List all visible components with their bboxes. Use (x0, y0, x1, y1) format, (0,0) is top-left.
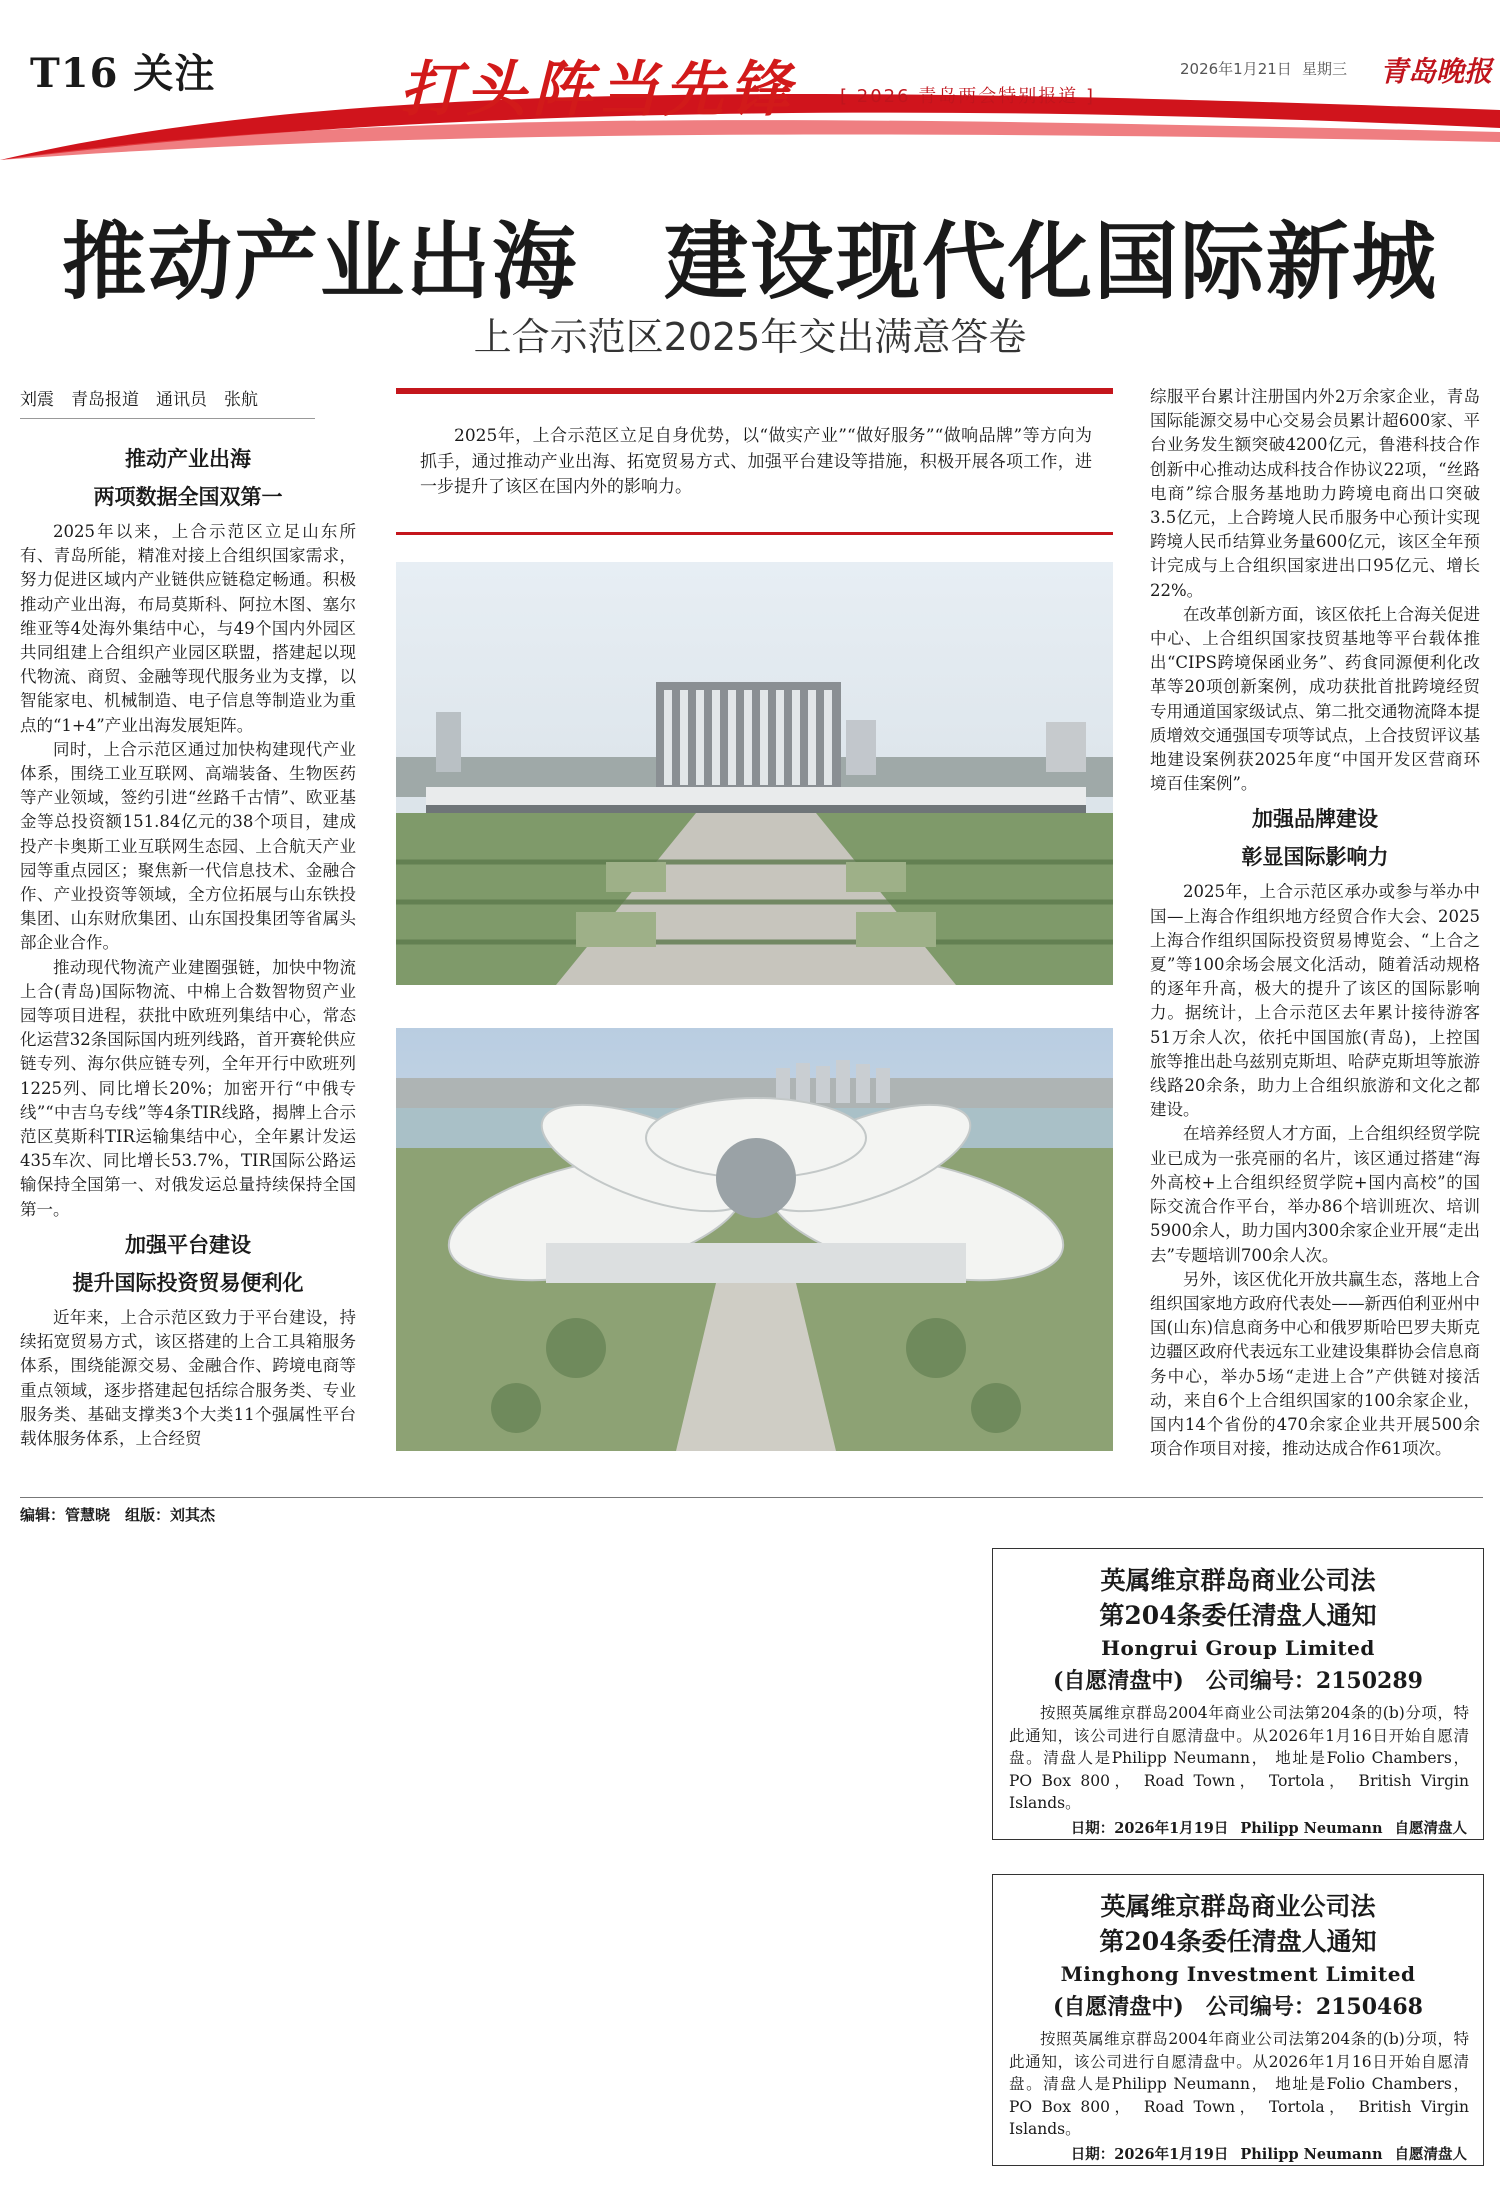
notice-title: 第204条委任清盘人通知 (1099, 1601, 1377, 1630)
company-name: Minghong Investment Limited (1060, 1962, 1416, 1986)
notice-body: 按照英属维京群岛2004年商业公司法第204条的(b)分项，特此通知，该公司进行自愿清盘中。从2026年1月16日开始自愿清盘。清盘人是Philipp Neumann， 地址是Folio Chambers， PO Box 800， Road Town， Tortola， British Virgin Islands。 (1009, 2030, 1469, 2138)
company-number: (自愿清盘中) 公司编号：2150468 (1053, 1994, 1423, 2020)
paragraph: 近年来，上合示范区致力于平台建设，持续拓宽贸易方式，该区搭建的上合工具箱服务体系，围绕能源交易、金融合作、跨境电商等重点领域，逐步搭建起包括综合服务类、专业服务类、基础支撑类3个大类11个强属性平台载体服务体系，上合经贸 (20, 1307, 356, 1448)
notice-body: 按照英属维京群岛2004年商业公司法第204条的(b)分项，特此通知，该公司进行自愿清盘中。从2026年1月16日开始自愿清盘。清盘人是Philipp Neumann， 地址是Folio Chambers， PO Box 800， Road Town， Tortola， British Virgin Islands。 (1009, 1704, 1469, 1812)
paragraph: 在培养经贸人才方面，上合组织经贸学院业已成为一张亮丽的名片，该区通过搭建“海外高校+上合组织经贸学院+国内高校”的国际交流合作平台，举办86个培训班次、培训5900余人，助力国内300余家企业开展“走出去”专题培训700余人次。 (1150, 1124, 1480, 1265)
intro-rule-bottom (396, 532, 1113, 535)
notice-title: 英属维京群岛商业公司法 (1100, 1566, 1376, 1595)
notice-title: 第204条委任清盘人通知 (1099, 1927, 1377, 1956)
page-number: T16 关注 (30, 50, 216, 97)
article-column-left (20, 440, 356, 1451)
section-heading: 加强平台建设 提升国际投资贸易便利化 (72, 1231, 304, 1295)
photo-conference-center (396, 1028, 1113, 1451)
company-name: Hongrui Group Limited (1101, 1636, 1375, 1660)
photo-exhibition-center (396, 562, 1113, 985)
section-heading: 推动产业出海 两项数据全国双第一 (93, 446, 283, 509)
headline: 推动产业出海 建设现代化国际新城 (61, 212, 1438, 311)
section-heading: 加强品牌建设 彰显国际影响力 (1241, 806, 1389, 870)
liquidation-notice (992, 1874, 1484, 2166)
issue-weekday: 星期三 (1302, 60, 1348, 78)
liquidation-notice (992, 1548, 1484, 1840)
notice-signature: 日期：2026年1月19日 Philipp Neumann 自愿清盘人 (1070, 2145, 1467, 2163)
paragraph: 2025年，上合示范区承办或参与举办中国—上海合作组织地方经贸合作大会、2025上海合作组织国际投资贸易博览会、“上合之夏”等100余场会展文化活动，随着活动规格的逐年升高，极大的提升了该区的国际影响力。据统计，上合示范区去年累计接待游客51万余人次，依托中国国旅(青岛)，上控国旅等推出赴乌兹别克斯坦、哈萨克斯坦等旅游线路20余条，助力上合组织旅游和文化之都建设。 (1150, 882, 1480, 1120)
banner-subtitle: [ 2026 青岛两会特别报道 ] (840, 86, 1096, 107)
subheadline: 上合示范区2025年交出满意答卷 (473, 315, 1027, 359)
newspaper-logo: 青岛晚报 (1380, 55, 1493, 88)
intro-lead: 2025年，上合示范区立足自身优势，以“做实产业”“做好服务”“做响品牌”等方向为抓手，通过推动产业出海、拓宽贸易方式、加强平台建设等措施，积极开展各项工作，进一步提升了该区在国内外的影响力。 (420, 426, 1092, 497)
paragraph: 在改革创新方面，该区依托上合海关促进中心、上合组织国家技贸基地等平台载体推出“CIPS跨境保函业务”、药食同源便利化改革等20项创新案例，成功获批首批跨境经贸专用通道国家级试点、第二批交通物流降本提质增效交通强国专项等试点，上合技贸评议基地建设案例获2025年度“中国开发区营商环境百佳案例”。 (1150, 604, 1480, 794)
notice-title: 英属维京群岛商业公司法 (1100, 1892, 1376, 1921)
footer-rule (20, 1497, 1483, 1498)
notice-signature: 日期：2026年1月19日 Philipp Neumann 自愿清盘人 (1070, 1819, 1467, 1837)
byline: 刘震 青岛报道 通讯员 张航 (20, 385, 315, 419)
article-column-right (1150, 385, 1480, 1461)
paragraph: 推动现代物流产业建圈强链，加快中物流上合(青岛)国际物流、中棉上合数智物贸产业园等项目进程，获批中欧班列集结中心，常态化运营32条国际国内班列线路，首开赛轮供应链专列、海尔供应链专列，全年开行中欧班列1225列、同比增长20%；加密开行“中俄专线”“中吉乌专线”等4条TIR线路，揭牌上合示范区莫斯科TIR运输集结中心，全年累计发运435车次、同比增长53.7%，TIR国际公路运输保持全国第一、对俄发运总量持续保持全国第一。 (20, 957, 356, 1219)
issue-date: 2026年1月21日 (1180, 60, 1292, 78)
banner-title: 打头阵当先锋 (400, 55, 796, 125)
editor-credits: 编辑：管慧晓 组版：刘其杰 (20, 1506, 216, 1524)
paragraph: 2025年以来，上合示范区立足山东所有、青岛所能，精准对接上合组织国家需求，努力促进区域内产业链供应链稳定畅通。积极推动产业出海，布局莫斯科、阿拉木图、塞尔维亚等4处海外集结中心，与49个国内外园区共同组建上合组织产业园区联盟，搭建起以现代物流、商贸、金融等现代服务业为支撑，以智能家电、机械制造、电子信息等制造业为重点的“1+4”产业出海发展矩阵。 (20, 522, 356, 735)
paragraph: 综服平台累计注册国内外2万余家企业，青岛国际能源交易中心交易会员累计超600家、平台业务发生额突破4200亿元，鲁港科技合作创新中心推动达成科技合作协议22项，“丝路电商”综合服务基地助力跨境电商出口突破3.5亿元，上合跨境人民币服务中心预计实现跨境人民币结算业务量600亿元，该区全年预计完成与上合组织国家进出口95亿元、增长22%。 (1150, 387, 1480, 600)
paragraph: 同时，上合示范区通过加快构建现代产业体系，围绕工业互联网、高端装备、生物医药等产业领域，签约引进“丝路千古情”、欧亚基金等总投资额151.84亿元的38个项目，建成投产卡奥斯工业互联网生态园、上合航天产业园等重点园区；聚焦新一代信息技术、金融合作、产业投资等领域，全方位拓展与山东铁投集团、山东财欣集团、山东国投集团等省属头部企业合作。 (20, 739, 356, 953)
paragraph: 另外，该区优化开放共赢生态，落地上合组织国家地方政府代表处——新西伯利亚州中国(山东)信息商务中心和俄罗斯哈巴罗夫斯克边疆区政府代表远东工业建设集群协会信息商务中心，举办5场“走进上合”产供链对接活动，来自6个上合组织国家的100余家企业，国内14个省份的470余家企业共开展500余项合作项目对接，推动达成合作61项次。 (1150, 1269, 1480, 1459)
company-number: (自愿清盘中) 公司编号：2150289 (1053, 1668, 1423, 1694)
intro-rule-top (396, 388, 1113, 394)
